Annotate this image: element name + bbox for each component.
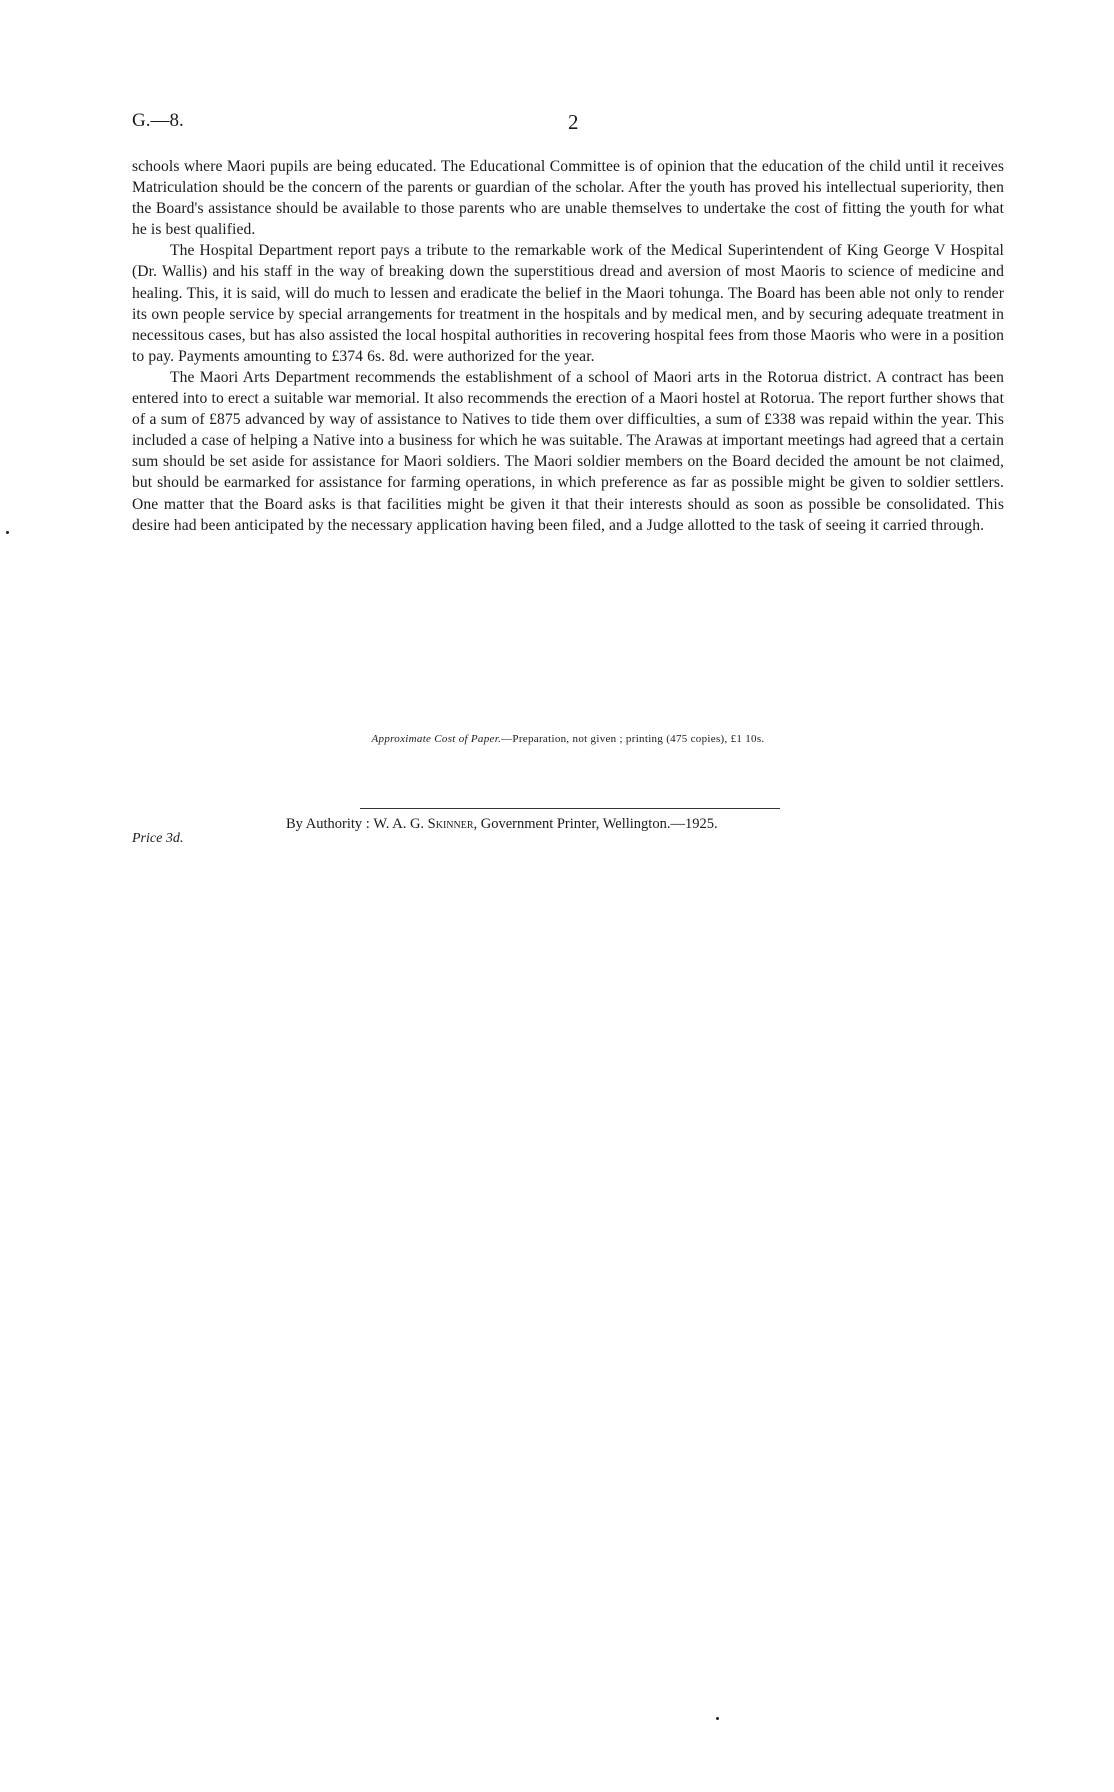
cost-note-label: Approximate Cost of Paper. [371, 733, 502, 745]
body-text [132, 156, 1004, 536]
paragraph-maori-arts: The Maori Arts Department recommends the establishment of a school of Maori arts in the Rotorua district. A contract has been entered into to erect a suitable war memorial. It also recommends the erection of a Maori hostel at Rotorua. The report further shows that of a sum of £875 advanced by way of assistance to Natives to tide them over difficulties, a sum of £338 was repaid within the year. This included a case of helping a Native into a business for which he was suitable. The Arawas at important meetings had agreed that a certain sum should be set aside for assistance for Maori soldiers. The Maori soldier members on the Board decided the amount be not claimed, but should be earmarked for assistance for farming operations, in which preference as far as possible might be given to soldier settlers. One matter that the Board asks is that facilities might be given it that their interests should as soon as possible be consolidated. This desire had been anticipated by the necessary application having been filed, and a Judge allotted to the task of seeing it carried through. [132, 368, 1004, 534]
imprint-prefix: By Authority : [286, 816, 370, 832]
cost-note [132, 733, 1004, 745]
scan-speck [716, 1717, 719, 1720]
cost-note-text: —Preparation, not given ; printing (475 copies), £1 10s. [501, 733, 765, 745]
imprint [286, 816, 976, 833]
paragraph-education: schools where Maori pupils are being educated. The Educational Committee is of opinion that the education of the child until it receives Matriculation should be the concern of the parents or guardian of the scholar. After the youth has proved his intellectual superiority, then the Board's assistance should be available to those parents who are unable themselves to undertake the cost of fitting the youth for what he is best qualified. [132, 158, 1004, 239]
imprint-suffix: , Government Printer, Wellington.—1925. [473, 816, 718, 832]
page-number: 2 [568, 110, 579, 134]
divider-rule [360, 808, 780, 809]
scan-speck [6, 531, 9, 534]
document-reference: G.—8. [132, 110, 184, 131]
price: Price 3d. [132, 831, 184, 846]
imprint-printer: W. A. G. Skinner [373, 816, 474, 832]
paragraph-hospital: The Hospital Department report pays a tribute to the remarkable work of the Medical Superintendent of King George V Hospital (Dr. Wallis) and his staff in the way of breaking down the superstitious dread and aversion of most Maoris to science of medicine and healing. This, it is said, will do much to lessen and eradicate the belief in the Maori tohunga. The Board has been able not only to render its own people service by special arrangements for treatment in the hospitals and by medical men, and by securing adequate treatment in necessitous cases, but has also assisted the local hospital authorities in recovering hospital fees from those Maoris who were in a position to pay. Payments amounting to £374 6s. 8d. were authorized for the year. [132, 242, 1004, 365]
page-header [132, 110, 1004, 140]
